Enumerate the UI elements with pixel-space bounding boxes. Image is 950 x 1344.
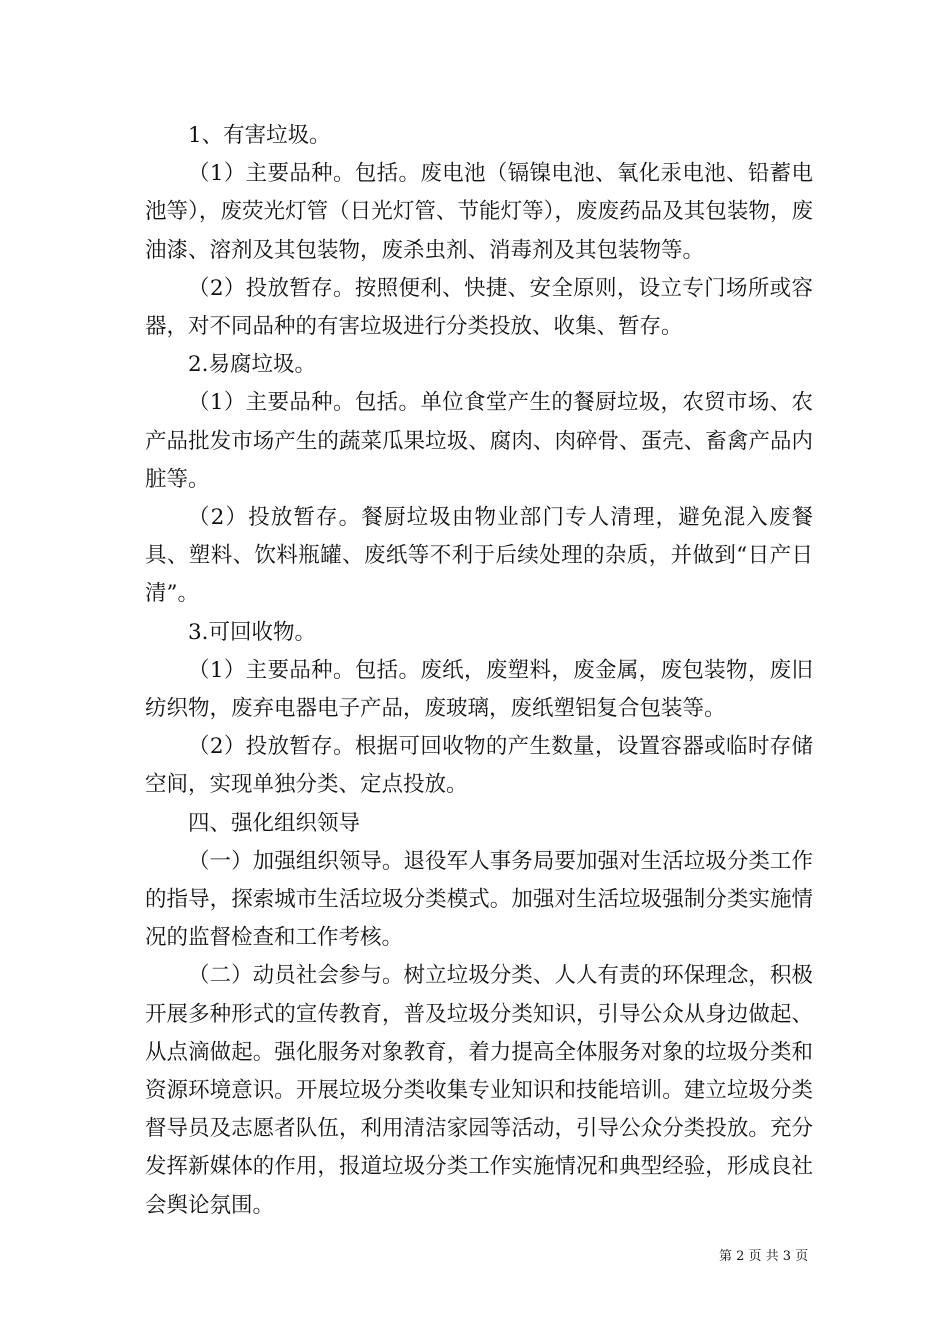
section-heading-hazardous-waste: 1、有害垃圾。: [188, 123, 331, 148]
paragraph: （1）主要品种。包括。废纸，废塑料，废金属，废包装物，废旧纺织物，废弃电器电子产品，废玻璃，废纸塑铝复合包装等。: [145, 657, 813, 722]
section-heading-organization: 四、强化组织领导: [188, 810, 361, 836]
document-body: [145, 117, 813, 1225]
paragraph: （一）加强组织领导。退役军人事务局要加强对生活垃圾分类工作的指导，探索城市生活垃圾分类模式。加强对生活垃圾强制分类实施情况的监督检查和工作考核。: [145, 848, 813, 951]
paragraph: （2）投放暂存。按照便利、快捷、安全原则，设立专门场所或容器，对不同品种的有害垃圾进行分类投放、收集、暂存。: [145, 275, 813, 340]
paragraph: （1）主要品种。包括。单位食堂产生的餐厨垃圾，农贸市场、农产品批发市场产生的蔬菜瓜果垃圾、腐肉、肉碎骨、蛋壳、畜禽产品内脏等。: [145, 390, 813, 492]
page-number-footer: 第 2 页 共 3 页: [719, 1249, 809, 1264]
section-heading-recyclables: 3.可回收物。: [188, 619, 317, 645]
paragraph: （2）投放暂存。根据可回收物的产生数量，设置容器或临时存储空间，实现单独分类、定点投放。: [145, 734, 813, 798]
paragraph: （2）投放暂存。餐厨垃圾由物业部门专人清理，避免混入废餐具、塑料、饮料瓶罐、废纸等不利于后续处理的杂质，并做到“日产日清”。: [145, 505, 813, 607]
paragraph: （1）主要品种。包括。废电池（镉镍电池、氧化汞电池、铅蓄电池等），废荧光灯管（日光灯管、节能灯等），废废药品及其包装物，废油漆、溶剂及其包装物，废杀虫剂、消毒剂及其包装物等。: [145, 161, 813, 263]
paragraph: （二）动员社会参与。树立垃圾分类、人人有责的环保理念，积极开展多种形式的宣传教育，普及垃圾分类知识，引导公众从身边做起、从点滴做起。强化服务对象教育，着力提高全体服务对象的垃圾分类和资源环境意识。开展垃圾分类收集专业知识和技能培训。建立垃圾分类督导员及志愿者队伍，利用清洁家园等活动，引导公众分类投放。充分发挥新媒体的作用，报道垃圾分类工作实施情况和典型经验，形成良社会舆论氛围。: [145, 963, 813, 1218]
section-heading-perishable-waste: 2.易腐垃圾。: [188, 352, 317, 378]
